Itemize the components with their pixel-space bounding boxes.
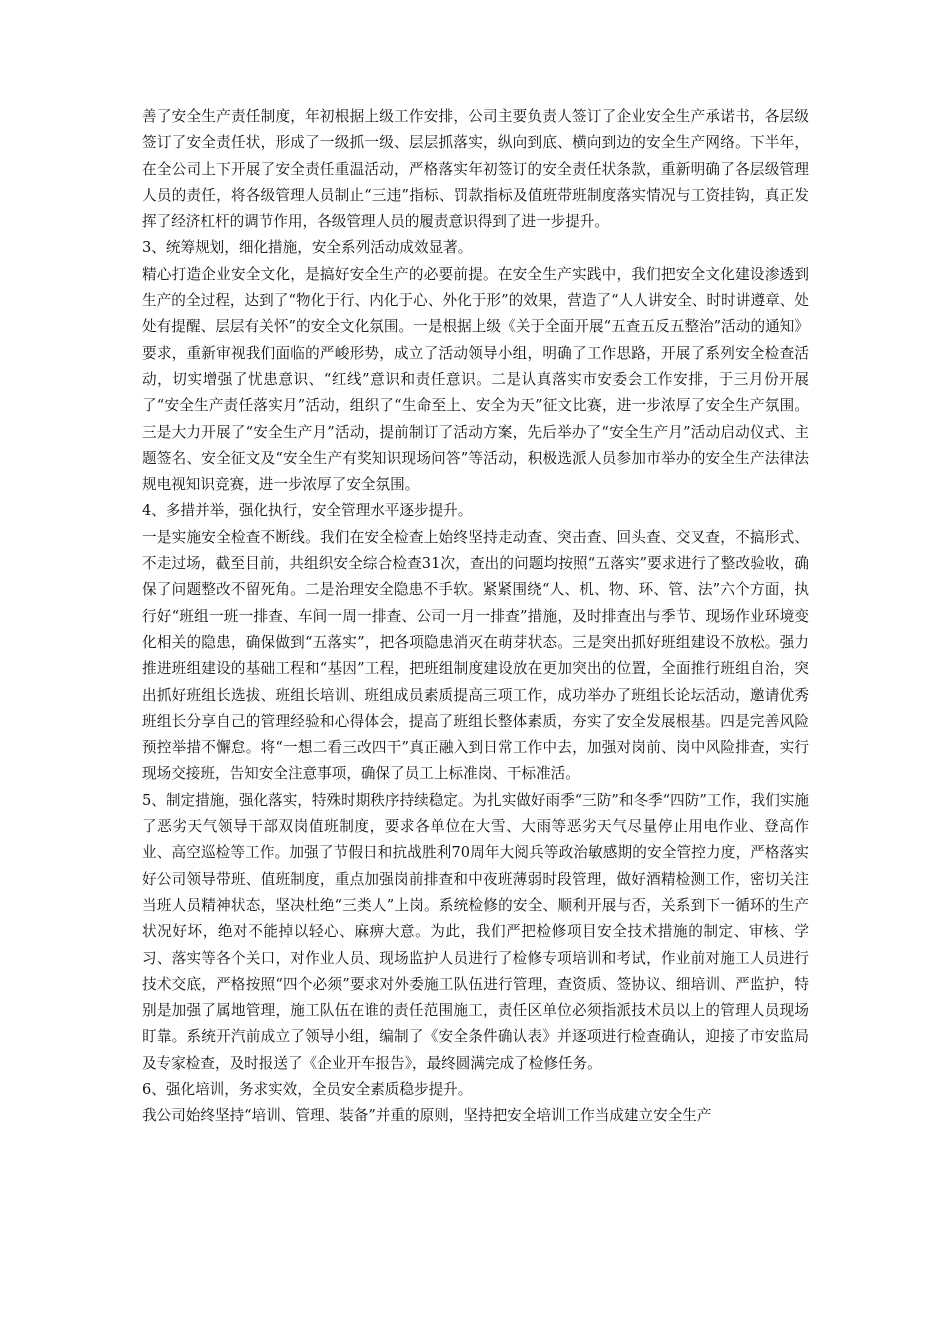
paragraph-responsibility-system: 善了安全生产责任制度，年初根据上级工作安排，公司主要负责人签订了企业安全生产承诺书，各层级签订了安全责任状，形成了一级抓一级、层层抓落实，纵向到底、横向到边的安全生产网络。下半年，在全公司上下开展了安全责任重温活动，严格落实年初签订的安全责任状条款，重新明确了各层级管理人员的责任，将各级管理人员制止“三违”指标、罚款指标及值班带班制度落实情况与工资挂钩，真正发挥了经济杠杆的调节作用，各级管理人员的履责意识得到了进一步提升。: [142, 108, 809, 231]
section-heading-3: 3、统筹规划，细化措施，安全系列活动成效显著。: [142, 239, 473, 257]
section-heading-6: 6、强化培训，务求实效，全员安全素质稳步提升。: [142, 1080, 473, 1098]
paragraph-special-periods: 5、制定措施，强化落实，特殊时期秩序持续稳定。为扎实做好雨季“三防”和冬季“四防”工作，我们实施了恶劣天气领导干部双岗值班制度，要求各单位在大雪、大雨等恶劣天气尽量停止用电作业、登高作业、高空巡检等工作。加强了节假日和抗战胜利70周年大阅兵等政治敏感期的安全管控力度，严格落实好公司领导带班、值班制度，重点加强岗前排查和中夜班薄弱时段管理，做好酒精检测工作，密切关注当班人员精神状态，坚决杜绝“三类人”上岗。系统检修的安全、顺利开展与否，关系到下一循环的生产状况好坏，绝对不能掉以轻心、麻痹大意。为此，我们严把检修项目安全技术措施的制定、审核、学习、落实等各个关口，对作业人员、现场监护人员进行了检修专项培训和考试，作业前对施工人员进行技术交底，严格按照“四个必须”要求对外委施工队伍进行管理，查资质、签协议、细培训、严监护，特别是加强了属地管理，施工队伍在谁的责任范围施工，责任区单位必须指派技术员以上的管理人员现场盯靠。系统开汽前成立了领导小组，编制了《安全条件确认表》并逐项进行检查确认，迎接了市安监局及专家检查，及时报送了《企业开车报告》，最终圆满完成了检修任务。: [142, 791, 809, 1072]
paragraph-safety-management: 一是实施安全检查不断线。我们在安全检查上始终坚持走动查、突击查、回头查、交叉查，不搞形式、不走过场，截至目前，共组织安全综合检查31次，查出的问题均按照“五落实”要求进行了整改验收，确保了问题整改不留死角。二是治理安全隐患不手软。紧紧围绕“人、机、物、环、管、法”六个方面，执行好“班组一班一排查、车间一周一排查、公司一月一排查”措施，及时排查出与季节、现场作业环境变化相关的隐患，确保做到“五落实”，把各项隐患消灭在萌芽状态。三是突出抓好班组建设不放松。强力推进班组建设的基础工程和“基因”工程，把班组制度建设放在更加突出的位置，全面推行班组自治，突出抓好班组长选拔、班组长培训、班组成员素质提高三项工作，成功举办了班组长论坛活动，邀请优秀班组长分享自己的管理经验和心得体会，提高了班组长整体素质，夯实了安全发展根基。四是完善风险预控举措不懈怠。将“一想二看三改四干”真正融入到日常工作中去，加强对岗前、岗中风险排查，实行现场交接班，告知安全注意事项，确保了员工上标准岗、干标准活。: [142, 528, 809, 783]
paragraph-training: 我公司始终坚持“培训、管理、装备”并重的原则，坚持把安全培训工作当成建立安全生产: [142, 1107, 712, 1125]
section-heading-4: 4、多措并举，强化执行，安全管理水平逐步提升。: [142, 502, 473, 520]
document-body: [142, 104, 809, 1130]
paragraph-safety-culture: 精心打造企业安全文化，是搞好安全生产的必要前提。在安全生产实践中，我们把安全文化建设渗透到生产的全过程，达到了“物化于行、内化于心、外化于形”的效果，营造了“人人讲安全、时时讲遵章、处处有提醒、层层有关怀”的安全文化氛围。一是根据上级《关于全面开展“五查五反五整治”活动的通知》要求，重新审视我们面临的严峻形势，成立了活动领导小组，明确了工作思路，开展了系列安全检查活动，切实增强了忧患意识、“红线”意识和责任意识。二是认真落实市安委会工作安排，于三月份开展了“安全生产责任落实月”活动，组织了“生命至上、安全为天”征文比赛，进一步浓厚了安全生产氛围。三是大力开展了“安全生产月”活动，提前制订了活动方案，先后举办了“安全生产月”活动启动仪式、主题签名、安全征文及“安全生产有奖知识现场问答”等活动，积极选派人员参加市举办的安全生产法律法规电视知识竞赛，进一步浓厚了安全氛围。: [142, 265, 809, 494]
